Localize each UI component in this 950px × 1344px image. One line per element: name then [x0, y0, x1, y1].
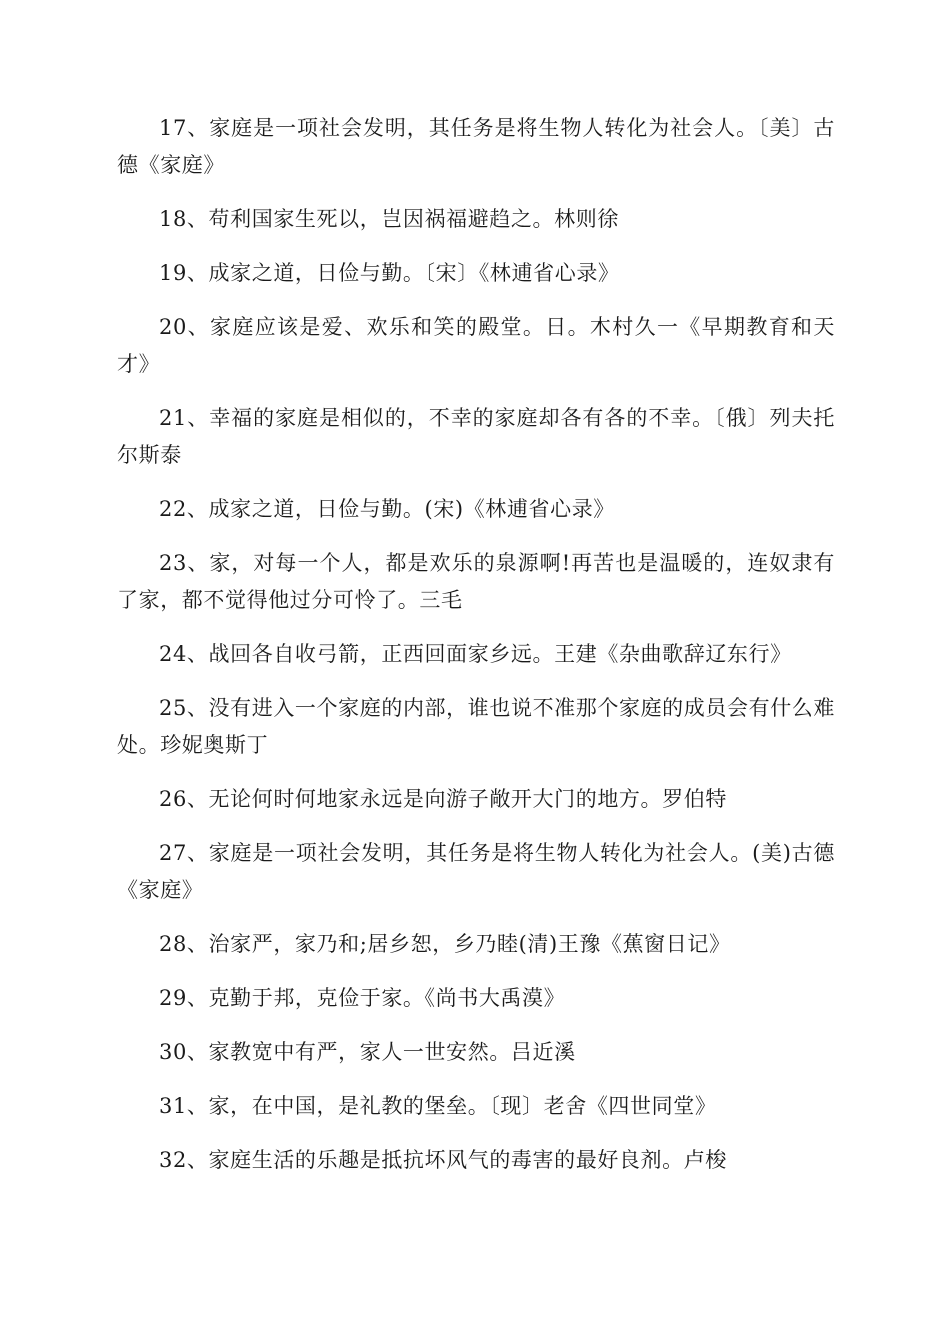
quote-item: 28、治家严，家乃和;居乡恕，乡乃睦(清)王豫《蕉窗日记》 [159, 932, 731, 956]
quote-item: 27、家庭是一项社会发明，其任务是将生物人转化为社会人。(美)古德《家庭》 [117, 841, 835, 902]
quote-item: 30、家教宽中有严，家人一世安然。吕近溪 [159, 1040, 576, 1064]
quote-item: 26、无论何时何地家永远是向游子敞开大门的地方。罗伯特 [159, 787, 727, 811]
quote-item: 29、克勤于邦，克俭于家。《尚书大禹漠》 [159, 986, 566, 1010]
quote-item: 21、幸福的家庭是相似的，不幸的家庭却各有各的不幸。〔俄〕列夫托尔斯泰 [117, 406, 835, 467]
quote-item: 18、苟利国家生死以，岂因祸福避趋之。林则徐 [159, 207, 619, 231]
quote-item: 25、没有进入一个家庭的内部，谁也说不准那个家庭的成员会有什么难处。珍妮奥斯丁 [117, 696, 835, 757]
quote-item: 32、家庭生活的乐趣是抵抗坏风气的毒害的最好良剂。卢梭 [159, 1148, 727, 1172]
quote-item: 20、家庭应该是爱、欢乐和笑的殿堂。日。木村久一《早期教育和天才》 [117, 315, 835, 376]
quote-item: 19、成家之道，日俭与勤。〔宋〕《林逋省心录》 [159, 261, 620, 285]
quote-item: 17、家庭是一项社会发明，其任务是将生物人转化为社会人。〔美〕古德《家庭》 [117, 116, 835, 177]
quote-item: 24、战回各自收弓箭，正西回面家乡远。王建《杂曲歌辞辽东行》 [159, 642, 792, 666]
quote-list [117, 110, 835, 1196]
quote-item: 22、成家之道，日俭与勤。(宋)《林逋省心录》 [159, 497, 615, 521]
quote-item: 31、家，在中国，是礼教的堡垒。〔现〕老舍《四世同堂》 [159, 1094, 717, 1118]
quote-item: 23、家，对每一个人，都是欢乐的泉源啊!再苦也是温暖的，连奴隶有了家，都不觉得他过分可怜了。三毛 [117, 551, 835, 612]
